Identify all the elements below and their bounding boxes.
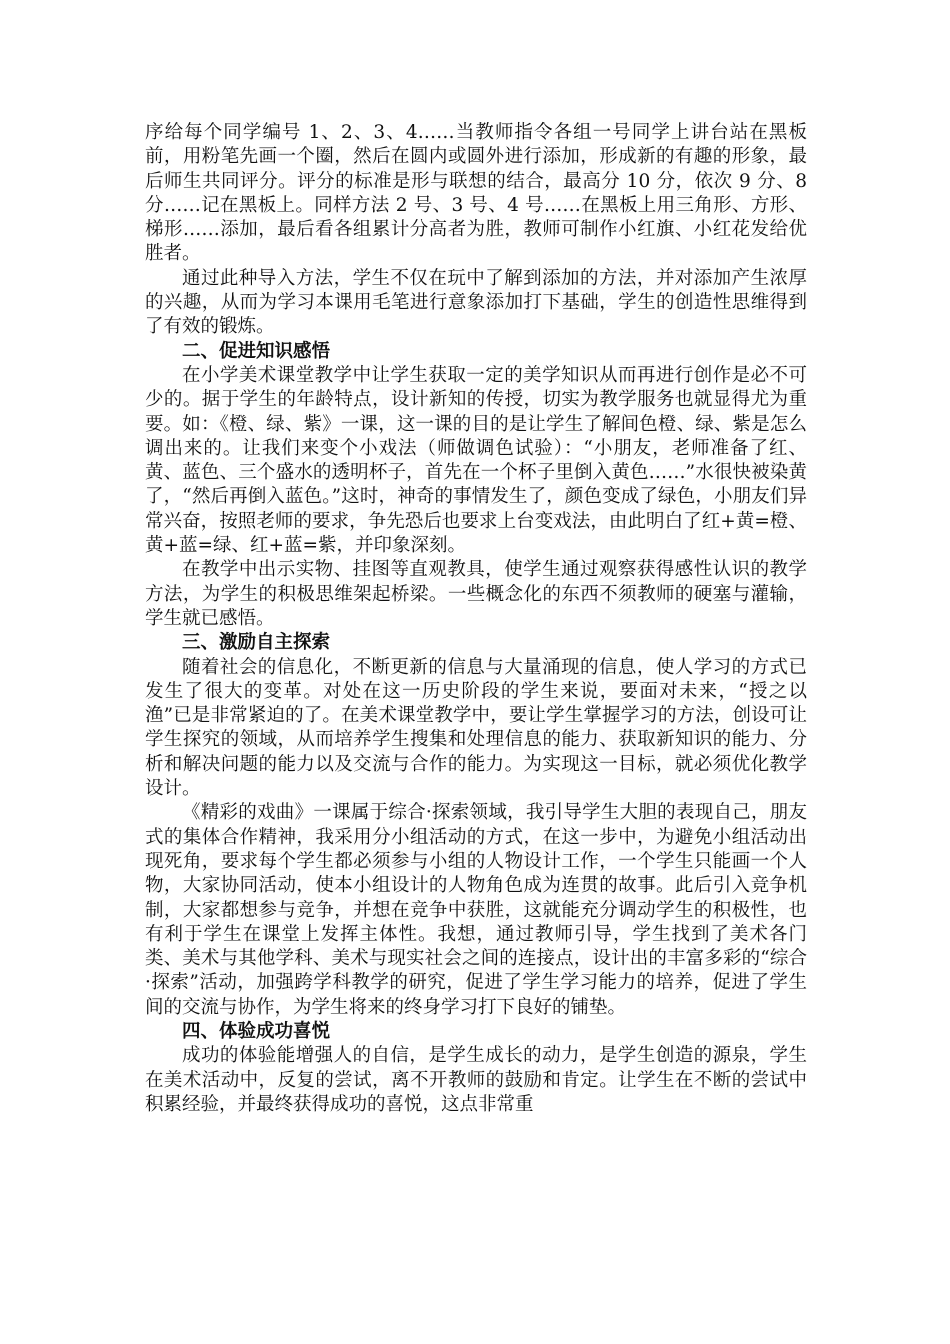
section-heading-4: 四、体验成功喜悦	[182, 1020, 331, 1042]
section-heading-2: 二、促进知识感悟	[182, 340, 331, 362]
document-body	[145, 121, 807, 1117]
paragraph-explore-1: 随着社会的信息化，不断更新的信息与大量涌现的信息，使人学习的方式已发生了很大的变革。对处在这一历史阶段的学生来说，要面对未来，“授之以渔”已是非常紧迫的了。在美术课堂教学中，要让学生掌握学习的方法，创设可让学生探究的领域，从而培养学生搜集和处理信息的能力、获取新知识的能力、分析和解决问题的能力以及交流与合作的能力。为实现这一目标，就必须优化教学设计。	[145, 656, 807, 800]
paragraph-success-1: 成功的体验能增强人的自信，是学生成长的动力，是学生创造的源泉，学生在美术活动中，反复的尝试，离不开教师的鼓励和肯定。让学生在不断的尝试中积累经验，并最终获得成功的喜悦，这点非常重	[145, 1045, 807, 1115]
paragraph-knowledge-2: 在教学中出示实物、挂图等直观教具，使学生通过观察获得感性认识的教学方法，为学生的积极思维架起桥梁。一些概念化的东西不须教师的硬塞与灌输，学生就已感悟。	[145, 559, 807, 629]
paragraph-continuation: 序给每个同学编号 1、2、3、4……当教师指令各组一号同学上讲台站在黑板前，用粉笔先画一个圈，然后在圆内或圆外进行添加，形成新的有趣的形象，最后师生共同评分。评分的标准是形与联想的结合，最高分 10 分，依次 9 分、8 分……记在黑板上。同样方法 2 号、3 号、4 号……在黑板上用三角形、方形、梯形……添加，最后看各组累计分高者为胜，教师可制作小红旗、小红花发给优胜者。	[145, 122, 807, 265]
paragraph-explore-2: 《精彩的戏曲》一课属于综合·探索领域，我引导学生大胆的表现自己，朋友式的集体合作精神，我采用分小组活动的方式，在这一步中，为避免小组活动出现死角，要求每个学生都必须参与小组的人物设计工作，一个学生只能画一个人物，大家协同活动，使本小组设计的人物角色成为连贯的故事。此后引入竞争机制，大家都想参与竞争，并想在竞争中获胜，这就能充分调动学生的积极性，也有利于学生在课堂上发挥主体性。我想，通过教师引导，学生找到了美术各门类、美术与其他学科、美术与现实社会之间的连接点，设计出的丰富多彩的“综合·探索”活动，加强跨学科教学的研究，促进了学生学习能力的培养，促进了学生间的交流与协作，为学生将来的终身学习打下良好的铺垫。	[145, 802, 807, 1018]
paragraph-intro-summary: 通过此种导入方法，学生不仅在玩中了解到添加的方法，并对添加产生浓厚的兴趣，从而为学习本课用毛笔进行意象添加打下基础，学生的创造性思维得到了有效的锻炼。	[145, 267, 807, 338]
section-heading-3: 三、激励自主探索	[182, 632, 331, 654]
paragraph-knowledge-1: 在小学美术课堂教学中让学生获取一定的美学知识从而再进行创作是必不可少的。据于学生的年龄特点，设计新知的传授，切实为教学服务也就显得尤为重要。如：《橙、绿、紫》一课，这一课的目的是让学生了解间色橙、绿、紫是怎么调出来的。让我们来变个小戏法（师做调色试验）：“小朋友，老师准备了红、黄、蓝色、三个盛水的透明杯子，首先在一个杯子里倒入黄色……”水很快被染黄了，“然后再倒入蓝色。”这时，神奇的事情发生了，颜色变成了绿色，小朋友们异常兴奋，按照老师的要求，争先恐后也要求上台变戏法，由此明白了红+黄=橙、黄+蓝=绿、红+蓝=紫，并印象深刻。	[145, 364, 807, 557]
